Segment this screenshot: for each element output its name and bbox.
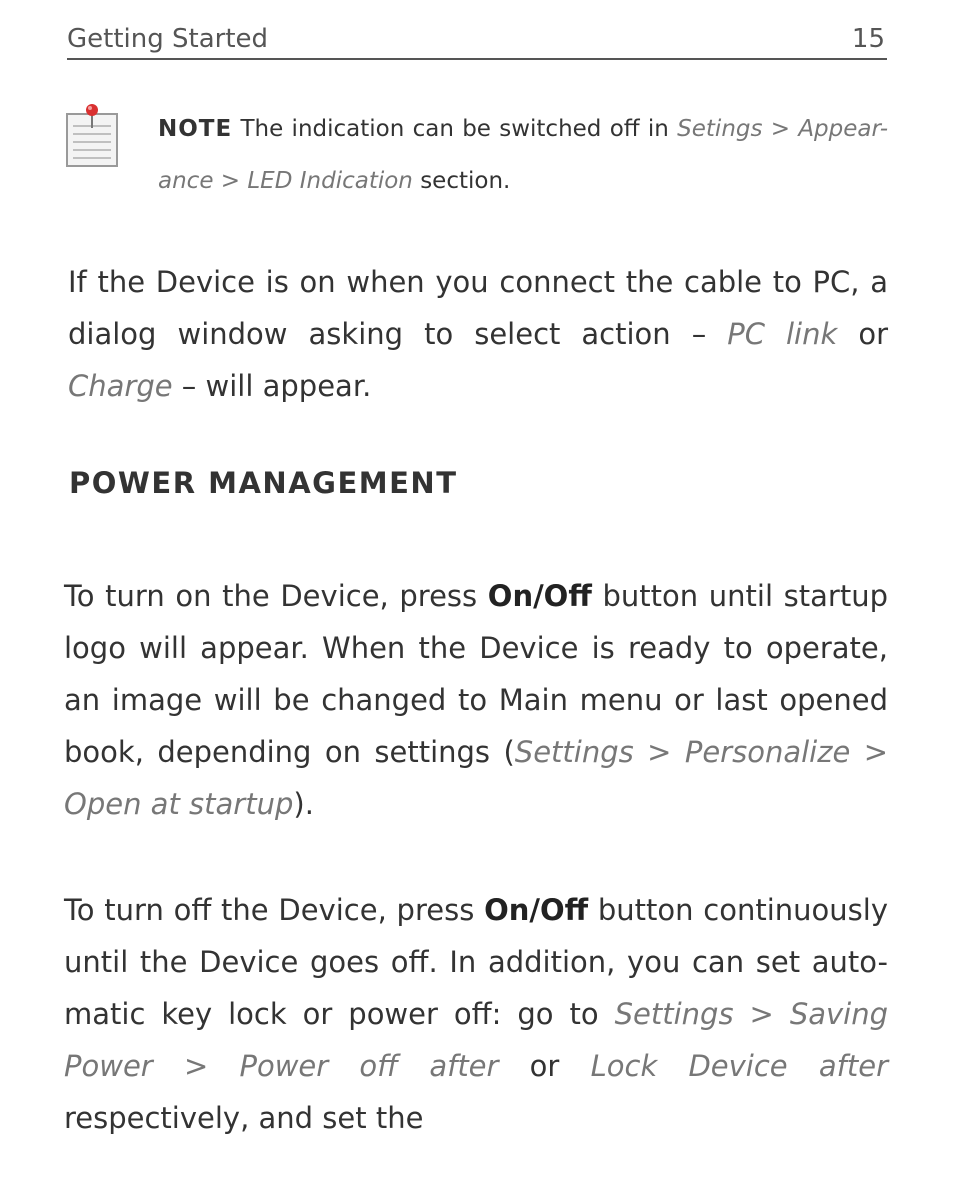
- note-text: [158, 103, 888, 207]
- settings-path-lock-device: Lock Device after: [590, 1049, 888, 1083]
- paragraph-1-text-before: If the Device is on when you connect the cable to PC, a dialog window asking to select action –: [68, 265, 888, 351]
- option-charge: Charge: [68, 369, 173, 403]
- on-off-button-label: On/Off: [487, 579, 592, 613]
- note-pin-icon: [65, 102, 119, 170]
- paragraph-3-text-after: respectively, and set the: [64, 1101, 424, 1135]
- option-pc-link: PC link: [727, 317, 838, 351]
- settings-path-startup: Settings > Personalize > Open at startup: [64, 735, 888, 821]
- note-settings-path: Setings > Appear-ance > LED Indication: [158, 116, 888, 194]
- on-off-button-label: On/Off: [484, 893, 589, 927]
- page-number: 15: [851, 24, 885, 54]
- paragraph-turn-off: [64, 884, 888, 1144]
- paragraph-2-text-after: ).: [293, 787, 314, 821]
- paragraph-2-text-middle: button until startup logo will appear. When the Device is ready to operate, an image will be changed to Main menu or last opened book, depending on settings (: [64, 579, 888, 769]
- paragraph-3-text-between: or: [498, 1049, 591, 1083]
- paragraph-2-text-before: To turn on the Device, press: [64, 579, 488, 613]
- page-header: [67, 22, 887, 60]
- section-heading: POWER MANAGEMENT: [69, 466, 458, 500]
- paragraph-1-text-between: or: [837, 317, 888, 351]
- note-text-before: The indication can be switched off in: [232, 116, 678, 142]
- paragraph-turn-on: [64, 570, 888, 830]
- paragraph-3-text-before: To turn off the Device, press: [64, 893, 485, 927]
- paragraph-connect-pc: [68, 256, 888, 412]
- paragraph-1-text-after: – will appear.: [172, 369, 372, 403]
- paragraph-3-text-middle: button continuously until the Device goes off. In addition, you can set auto-matic key lock or power off: go to: [64, 893, 888, 1031]
- settings-path-saving-power: Settings > Saving Power > Power off after: [64, 997, 889, 1083]
- note-label: NOTE: [158, 116, 233, 142]
- section-title: Getting Started: [67, 24, 269, 54]
- note-text-after: section.: [412, 168, 511, 194]
